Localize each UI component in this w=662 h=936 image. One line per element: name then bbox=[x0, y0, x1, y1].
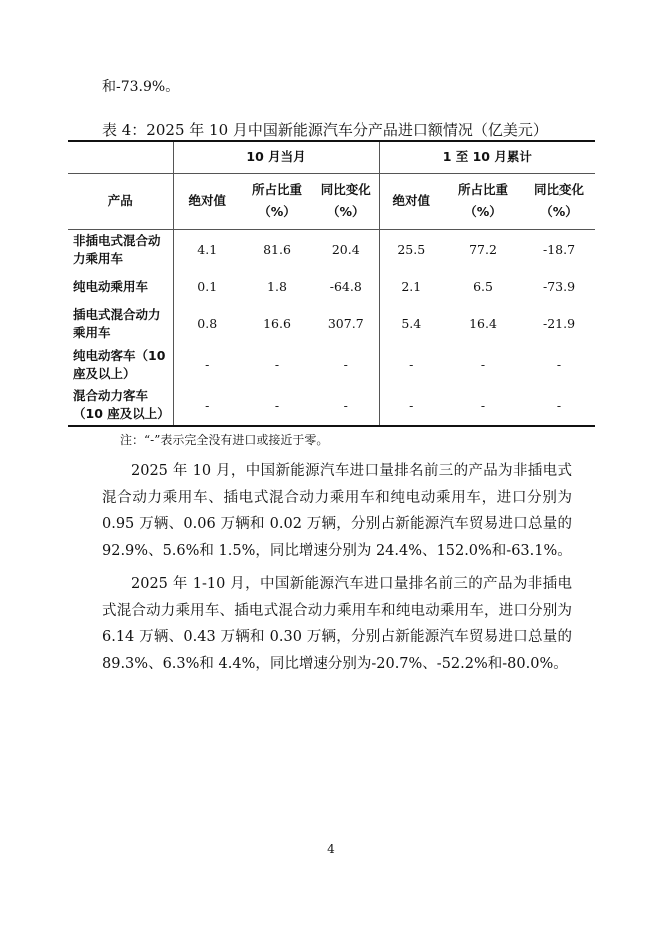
intro-fragment: 和-73.9%。 bbox=[102, 79, 180, 95]
table-row bbox=[68, 344, 595, 385]
table-row bbox=[68, 270, 595, 303]
cell: - bbox=[313, 385, 379, 426]
cell: -18.7 bbox=[543, 242, 576, 258]
paragraph-october: 2025 年 10 月，中国新能源汽车进口量排名前三的产品为非插电式混合动力乘用车、插电式混合动力乘用车和纯电动乘用车，进口分别为 0.95 万辆、0.06 万辆和 0.02 万辆，分别占新能源汽车贸易进口总量的 92.9%、5.6%和 1.5%，同比增速分别为 24.4%、152.0%和-63.1%。 bbox=[102, 463, 572, 559]
cell: 20.4 bbox=[331, 242, 360, 258]
cell: 25.5 bbox=[379, 229, 443, 270]
product-name: 插电式混合动力 乘用车 bbox=[73, 306, 161, 340]
table-caption: 表 4：2025 年 10 月中国新能源汽车分产品进口额情况（亿美元） bbox=[102, 121, 548, 139]
cell: 81.6 bbox=[263, 242, 291, 258]
group-header-cumulative: 1 至 10 月累计 bbox=[379, 141, 595, 173]
cell: 4.1 bbox=[173, 229, 241, 270]
product-name: 混合动力客车 （10 座及以上） bbox=[68, 385, 173, 426]
table-note: 注：“-”表示完全没有进口或接近于零。 bbox=[120, 433, 329, 447]
col-header-absolute: 绝对值 bbox=[173, 173, 241, 229]
page-number: 4 bbox=[327, 842, 335, 856]
col-header-product: 产品 bbox=[68, 173, 173, 229]
table-row bbox=[68, 385, 595, 426]
cell: - bbox=[274, 357, 280, 372]
cell: - bbox=[523, 385, 595, 426]
cell: 77.2 bbox=[469, 242, 497, 258]
column-header-row bbox=[68, 173, 595, 229]
group-header-row bbox=[68, 141, 595, 173]
table-row bbox=[68, 229, 595, 270]
col-header-absolute-cum: 绝对值 bbox=[379, 173, 443, 229]
cell: - bbox=[480, 357, 486, 372]
cell: - bbox=[379, 344, 443, 385]
cell: -21.9 bbox=[543, 316, 576, 331]
cell: -73.9 bbox=[543, 279, 576, 294]
cell: 6.5 bbox=[473, 279, 493, 294]
group-header-month: 10 月当月 bbox=[173, 141, 379, 173]
col-header-share: 所占比重 （%） bbox=[241, 173, 313, 229]
cell: 1.8 bbox=[267, 279, 287, 294]
product-name: 纯电动客车（10 座及以上） bbox=[73, 347, 166, 381]
cell: - bbox=[241, 385, 313, 426]
cell: - bbox=[556, 357, 562, 372]
table-row bbox=[68, 303, 595, 344]
col-header-yoy: 同比变化 （%） bbox=[313, 173, 379, 229]
cell: - bbox=[173, 344, 241, 385]
col-header-share-cum: 所占比重 （%） bbox=[443, 173, 523, 229]
cell: 2.1 bbox=[379, 270, 443, 303]
paragraph-jan-oct: 2025 年 1-10 月，中国新能源汽车进口量排名前三的产品为非插电式混合动力乘用车、插电式混合动力乘用车和纯电动乘用车，进口分别为 6.14 万辆、0.43 万辆和 0.30 万辆，分别占新能源汽车贸易进口总量的 89.3%、6.3%和 4.4%，同比增速分别为-20.7%、-52.2%和-80.0%。 bbox=[102, 576, 572, 672]
product-name: 纯电动乘用车 bbox=[73, 278, 149, 294]
header-blank bbox=[68, 141, 173, 173]
cell: 307.7 bbox=[327, 316, 364, 331]
cell: - bbox=[343, 357, 348, 372]
col-header-yoy-cum: 同比变化 （%） bbox=[523, 173, 595, 229]
cell: 0.1 bbox=[173, 270, 241, 303]
cell: - bbox=[443, 385, 523, 426]
cell: -64.8 bbox=[329, 279, 362, 294]
cell: 16.6 bbox=[263, 316, 291, 331]
cell: 0.8 bbox=[173, 303, 241, 344]
cell: - bbox=[379, 385, 443, 426]
cell: - bbox=[173, 385, 241, 426]
cell: 5.4 bbox=[379, 303, 443, 344]
product-name: 非插电式混合动 力乘用车 bbox=[73, 232, 161, 266]
cell: 16.4 bbox=[469, 316, 497, 331]
import-value-table bbox=[68, 140, 595, 427]
